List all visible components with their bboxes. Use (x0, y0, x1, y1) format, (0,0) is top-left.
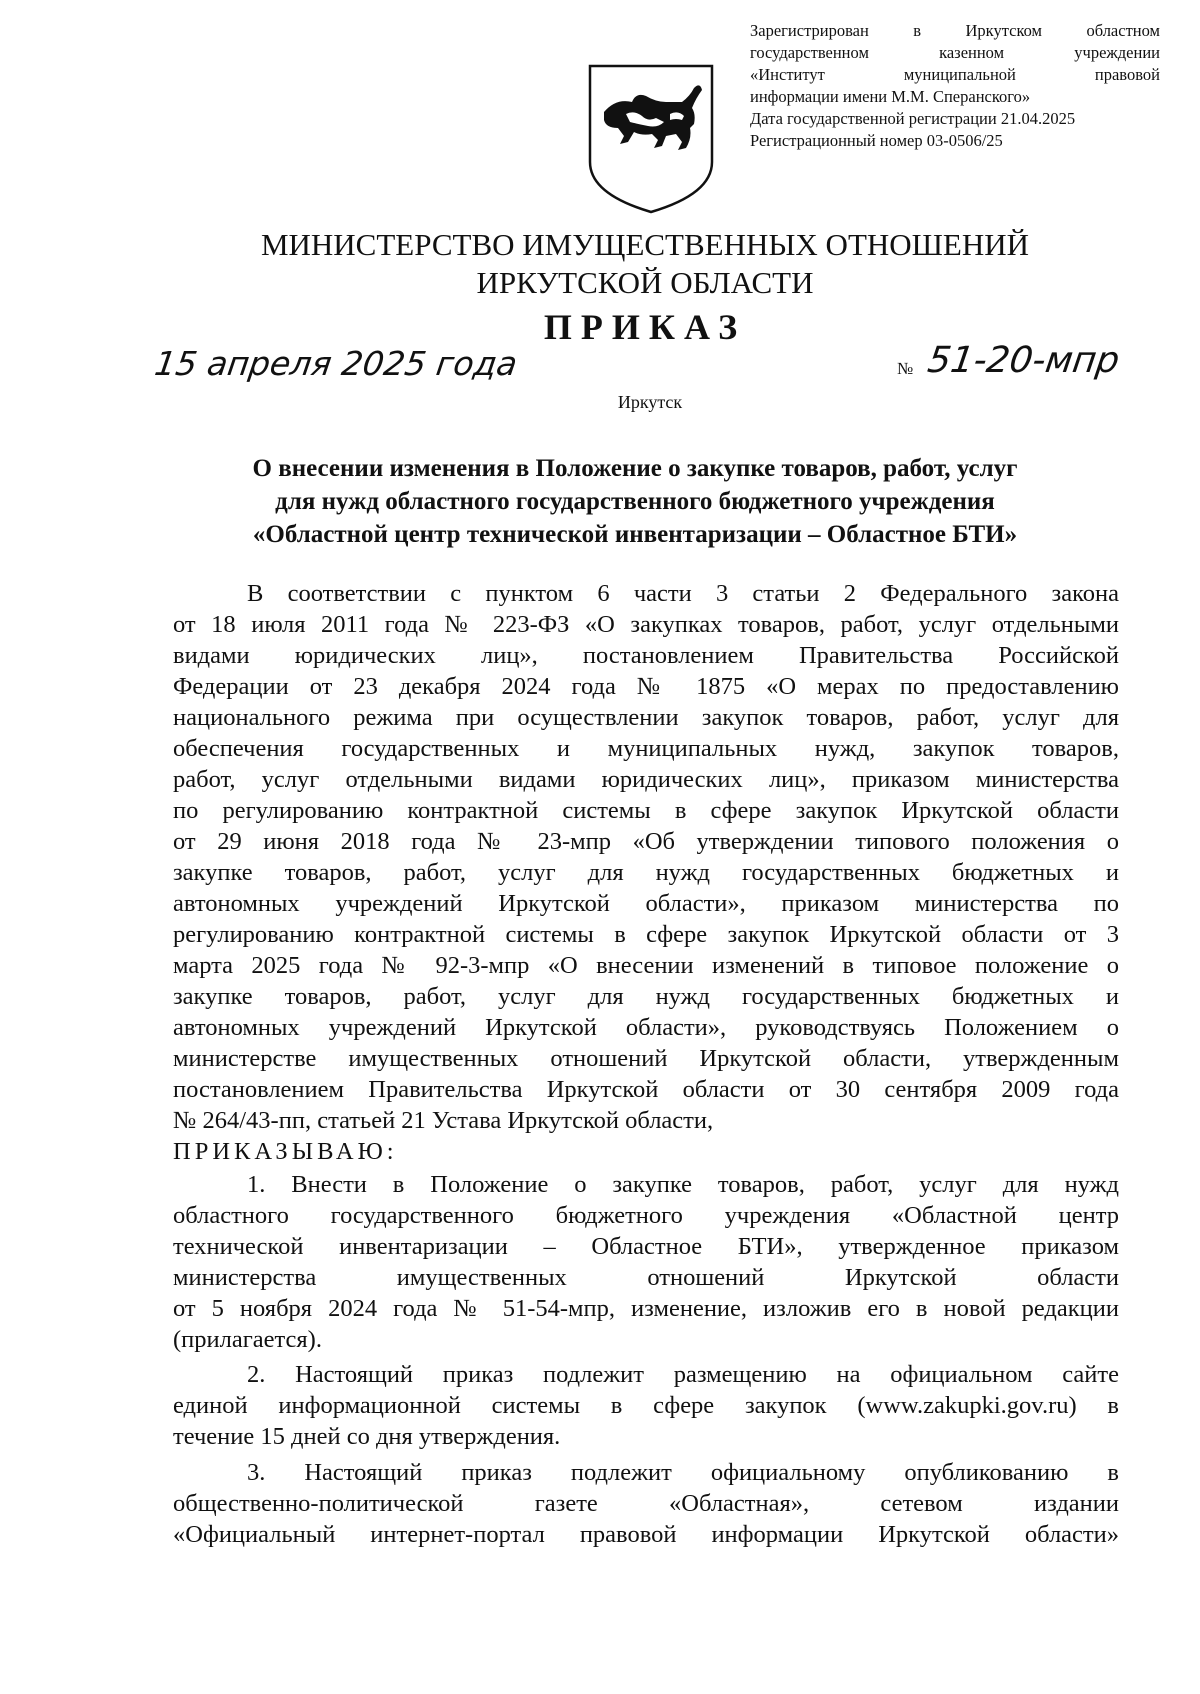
registration-line: Зарегистрирован в Иркутском областном (750, 21, 1160, 40)
handwritten-date: 15 апреля 2025 года (152, 344, 520, 383)
body-line: национального режима при осуществлении закупок товаров, работ, услуг для (173, 704, 1119, 731)
body-line: № 264/43-пп, статьей 21 Устава Иркутской области, (173, 1107, 714, 1134)
body-line: регулированию контрактной системы в сфере закупок Иркутской области от 3 (173, 921, 1119, 948)
body-line: постановлением Правительства Иркутской области от 30 сентября 2009 года (173, 1076, 1119, 1103)
body-line: Федерации от 23 декабря 2024 года № 1875 «О мерах по предоставлению (173, 673, 1119, 700)
body-line: марта 2025 года № 92-3-мпр «О внесении изменений в типовое положение о (173, 952, 1119, 979)
subject-line: «Областной центр технической инвентаризации – Областное БТИ» (252, 521, 1018, 548)
registration-line: Регистрационный номер 03-0506/25 (750, 131, 1003, 150)
subject-line: для нужд областного государственного бюджетного учреждения (275, 488, 995, 515)
registration-line: «Институт муниципальной правовой (750, 65, 1160, 84)
registration-line: Дата государственной регистрации 21.04.2025 (750, 109, 1076, 128)
body-line: «Официальный интернет-портал правовой информации Иркутской области» (173, 1521, 1119, 1548)
body-line: областного государственного бюджетного учреждения «Областной центр (173, 1202, 1119, 1229)
registration-line: государственном казенном учреждении (750, 43, 1160, 62)
coat-of-arms-icon (586, 62, 716, 214)
body-line: видами юридических лиц», постановлением Правительства Российской (173, 642, 1119, 669)
registration-line: информации имени М.М. Сперанского» (750, 87, 1031, 106)
body-line: от 29 июня 2018 года № 23-мпр «Об утверждении типового положения о (173, 828, 1119, 855)
body-line: В соответствии с пунктом 6 части 3 статьи 2 Федерального закона (247, 580, 1119, 607)
ministry-name-line1: МИНИСТЕРСТВО ИМУЩЕСТВЕННЫХ ОТНОШЕНИЙ (260, 227, 1030, 262)
ministry-name-line2: ИРКУТСКОЙ ОБЛАСТИ (476, 265, 814, 300)
body-line: (прилагается). (173, 1326, 322, 1353)
body-line: по регулированию контрактной системы в сфере закупок Иркутской области (173, 797, 1119, 824)
body-line: 1. Внести в Положение о закупке товаров, работ, услуг для нужд (247, 1171, 1119, 1198)
number-label: № (897, 359, 914, 378)
body-line: автономных учреждений Иркутской области», руководствуясь Положением о (173, 1014, 1119, 1041)
document-type: ПРИКАЗ (543, 307, 747, 347)
body-line: министерстве имущественных отношений Иркутской области, утвержденным (173, 1045, 1119, 1072)
body-line: министерства имущественных отношений Иркутской области (173, 1264, 1119, 1291)
body-line: работ, услуг отдельными видами юридических лиц», приказом министерства (173, 766, 1119, 793)
city: Иркутск (617, 392, 683, 412)
body-line: автономных учреждений Иркутской области», приказом министерства по (173, 890, 1119, 917)
body-line: 3. Настоящий приказ подлежит официальному опубликованию в (247, 1459, 1119, 1486)
handwritten-number: 51-20-мпр (925, 340, 1123, 381)
body-line: единой информационной системы в сфере закупок (www.zakupki.gov.ru) в (173, 1392, 1119, 1419)
body-line: общественно-политической газете «Областная», сетевом издании (173, 1490, 1119, 1517)
order-word: ПРИКАЗЫВАЮ: (173, 1138, 398, 1165)
body-line: 2. Настоящий приказ подлежит размещению на официальном сайте (247, 1361, 1119, 1388)
body-line: обеспечения государственных и муниципальных нужд, закупок товаров, (173, 735, 1119, 762)
body-line: от 5 ноября 2024 года № 51-54-мпр, изменение, изложив его в новой редакции (173, 1295, 1119, 1322)
body-line: течение 15 дней со дня утверждения. (173, 1423, 561, 1450)
body-line: технической инвентаризации – Областное БТИ», утвержденное приказом (173, 1233, 1119, 1260)
body-line: закупке товаров, работ, услуг для нужд государственных бюджетных и (173, 859, 1119, 886)
body-line: закупке товаров, работ, услуг для нужд государственных бюджетных и (173, 983, 1119, 1010)
body-line: от 18 июля 2011 года № 223-ФЗ «О закупках товаров, работ, услуг отдельными (173, 611, 1119, 638)
subject-line: О внесении изменения в Положение о закупке товаров, работ, услуг (252, 455, 1018, 482)
